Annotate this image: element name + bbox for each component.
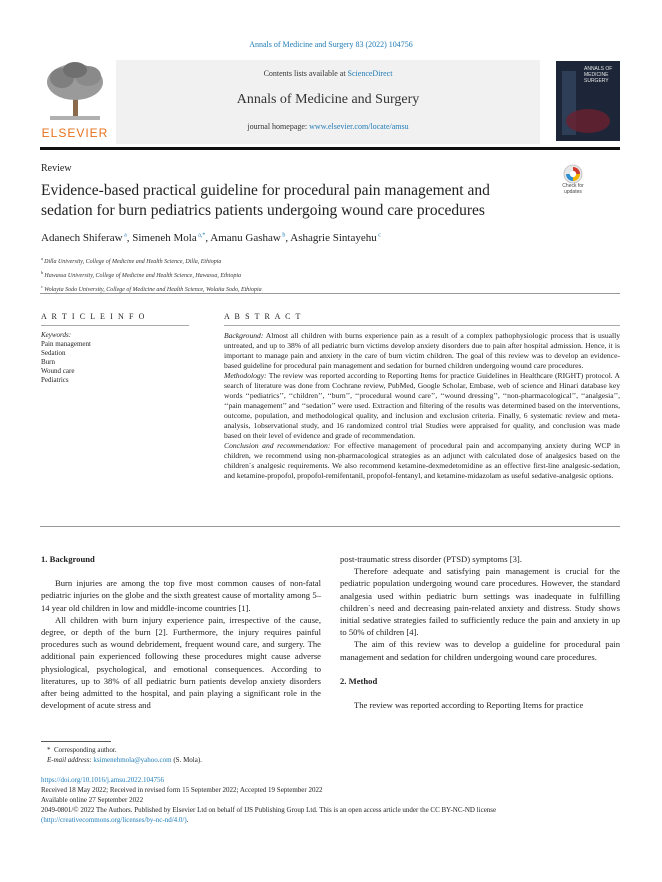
article-info-heading: A R T I C L E I N F O: [41, 312, 147, 321]
body-paragraph: Therefore adequate and satisfying pain management is crucial for the pediatric population undergoing wound care procedures. However, the standard analgesia used within pediatric burn settings was inadequate in fulfilling children`s need and decreasing pain-related anxiety and distress. Study shows initial sedative strategies failed to sufficiently reduce the pain and anxiety in up to 50% of children [4].: [340, 566, 620, 638]
section-heading-background: 1. Background: [41, 554, 95, 564]
body-paragraph: post-traumatic stress disorder (PTSD) symptoms [3].: [340, 554, 522, 564]
email-note: E-mail address: ksimenehmola@yahoo.com (S. Mola).: [47, 755, 202, 764]
abstract-rule: [224, 325, 620, 326]
license-link[interactable]: (http://creativecommons.org/licenses/by-nc-nd/4.0/): [41, 816, 187, 824]
author-name[interactable]: Amanu Gashaw: [210, 232, 281, 244]
author-name[interactable]: Adanech Shiferaw: [41, 232, 123, 244]
keyword: Burn: [41, 357, 55, 366]
footnotes: [41, 746, 202, 766]
article-type: Review: [41, 163, 72, 174]
author-list: Adanech Shiferaw $^a$, Simeneh Mola $^{a,*}$, Amanu Gashaw $^b$, Ashagrie Sintayehu $^c$: [41, 232, 381, 244]
journal-masthead: [40, 60, 620, 144]
check-for-updates-label: Check for updates: [562, 183, 584, 195]
journal-homepage-link[interactable]: www.elsevier.com/locate/amsu: [309, 122, 409, 131]
corresponding-author-note: * Corresponding author.: [47, 746, 117, 754]
keywords-label: Keywords:: [41, 331, 72, 339]
journal-citation-header[interactable]: Annals of Medicine and Surgery 83 (2022) 104756: [249, 40, 413, 49]
abstract-paragraph: Methodology: The review was reported according to Reporting Items for practice Guidelines in Healthcare (RIGHT) protocol. A search of literature was done from Cochrane review, PubMed, Google Scholar, Embase, web of science and Hinari database key words ‘‘pediatrics’’, ‘‘children’’, ‘‘burn’’, ‘‘procedural wound care’’, ‘‘wound dressing’’, ‘‘non-pharmacological’’, ‘‘analgesia’’, ‘‘pain management’’ and ‘‘sedation’’ were used. Extraction and filtering of the results was determined based on the interventions, outcome, population, and methodological quality, and inclusion and exclusion criteria. Finally, 6 systematic review and meta-analysis, 1observational study, and 16 randomized control trial Studies were appraised for quality, and conclusion was made based on their level of evidence and grade of recommendation.: [224, 371, 620, 440]
keyword: Sedation: [41, 348, 66, 357]
author-affiliation-marker[interactable]: b: [280, 232, 286, 239]
doi-link[interactable]: https://doi.org/10.1016/j.amsu.2022.104756: [41, 776, 164, 784]
journal-homepage-line: journal homepage: www.elsevier.com/locate/amsu: [247, 122, 409, 131]
affiliation: $^a$ Dilla University, College of Medicine and Health Science, Dilla, Ethiopia: [41, 256, 222, 265]
body-paragraph: All children with burn injury experience pain, irrespective of the cause, degree, or depth of the burn [2]. Furthermore, the injury requires painful procedures such as wound debridement, frequent wound care, and surgery. The additional pain experienced following these procedures might cause adverse physiological, psychological, and emotional consequences. According to literatures, up to 38% of all pediatric burn patients develop anxiety disorders after being admitted to the hospital, and pain playing a significant role in the development of acute stress and: [41, 614, 321, 711]
author-email-link[interactable]: ksimenehmola@yahoo.com: [93, 755, 172, 764]
body-paragraph: Burn injuries are among the top five most common causes of non-fatal pediatric injuries on the globe and the sixth greatest cause of mortality among 5–14 year old children in low and middle-income countries [1].: [41, 578, 321, 613]
publication-info: https://doi.org/10.1016/j.amsu.2022.104756 Received 18 May 2022; Received in revised form 15 September 2022; Accepted 19 September 2022 Available online 27 September 2022 2049-0801/© 2022 The Authors. Published by Elsevier Ltd on behalf of IJS Publishing Group Ltd. This is an open access article under the CC BY-NC-ND license (http://creativecommons.org/licenses/by-nc-nd/4.0/).: [41, 775, 621, 825]
header-divider: [40, 293, 620, 294]
article-info-rule: [41, 325, 189, 326]
elsevier-logo[interactable]: [40, 60, 110, 140]
body-column-right: [340, 553, 620, 711]
masthead-center: [116, 60, 540, 144]
abstract-paragraph: Background: Almost all children with burns experience pain as a result of a complex pathophysiologic process that is usually untreated, and up to 38% of all pediatric burn victims develop anxiety disorders due to pain after hospital admission. Hence, it is important to manage pain and anxiety in the care of burn victim children. The goal of this review was to develop an evidence-based guideline for procedural pain management and sedation for burned children undergoing wound care procedures.: [224, 331, 620, 370]
abstract-divider: [40, 526, 620, 527]
abstract-heading: A B S T R A C T: [224, 312, 303, 321]
abstract-text: [224, 331, 620, 481]
body-column-left: [41, 553, 321, 711]
author-affiliation-marker[interactable]: a,*: [196, 232, 206, 239]
body-paragraph: The review was reported according to Reporting Items for practice: [354, 700, 584, 711]
available-online-date: Available online 27 September 2022: [41, 796, 144, 804]
author-affiliation-marker[interactable]: c: [376, 232, 381, 239]
received-dates: Received 18 May 2022; Received in revised form 15 September 2022; Accepted 19 September 2022: [41, 786, 323, 794]
section-heading-method: 2. Method: [340, 675, 378, 686]
affiliation: $^b$ Hawassa University, College of Medicine and Health Science, Hawassa, Ethiopia: [41, 269, 242, 279]
contents-available-line: Contents lists available at ScienceDirect: [263, 69, 393, 78]
keyword: Pain management: [41, 339, 91, 348]
masthead-rule: [40, 147, 620, 150]
journal-name: Annals of Medicine and Surgery: [236, 92, 420, 107]
keywords-block: [41, 331, 91, 384]
affiliation: $^c$ Wolayta Sodo University, College of Medicine and Health Science, Wolaita Sodo, Ethiopia: [41, 283, 262, 293]
sciencedirect-link[interactable]: ScienceDirect: [347, 69, 393, 78]
body-paragraph: The aim of this review was to develop a guideline for procedural pain management and sedation for children undergoing wound care procedures.: [340, 639, 620, 662]
keyword: Wound care: [41, 366, 75, 375]
author-affiliation-marker[interactable]: a: [122, 232, 127, 239]
cover-illustration: [566, 109, 610, 133]
elsevier-tree-icon: [40, 60, 110, 124]
footnote-rule: [41, 741, 111, 742]
author-name[interactable]: Ashagrie Sintayehu: [290, 232, 377, 244]
cover-title: ANNALS OF MEDICINE SURGERY: [584, 66, 613, 84]
check-for-updates-icon: [563, 164, 583, 184]
abstract-paragraph: Conclusion and recommendation: For effective management of procedural pain and accompanying anxiety during WCP in children, we recommend using non-pharmacological strategies as an adjunct with calculated dose of analgesics based on the children`s analgesic requirements. We also recommend ketamine-dexmedetomidine as an effective first-line analgesic-sedation, and ketamine-propofol, propofol-remifentanil, propofol-fentanyl, and ketamine-midazolam as useful sedative-analgesic options.: [224, 441, 620, 480]
article-title: Evidence-based practical guideline for procedural pain management and sedation for burn pediatrics patients undergoing wound care procedures: [41, 182, 490, 219]
author-name[interactable]: Simeneh Mola: [132, 232, 197, 244]
affiliation-list: [41, 254, 262, 295]
journal-cover-thumbnail[interactable]: [556, 61, 620, 141]
check-for-updates-button[interactable]: [556, 164, 590, 198]
keyword: Pediatrics: [41, 375, 69, 384]
elsevier-wordmark: ELSEVIER: [41, 126, 109, 140]
license-statement: 2049-0801/© 2022 The Authors. Published by Elsevier Ltd on behalf of IJS Publishing Group Ltd. This is an open access article under the CC BY-NC-ND license: [41, 806, 497, 814]
